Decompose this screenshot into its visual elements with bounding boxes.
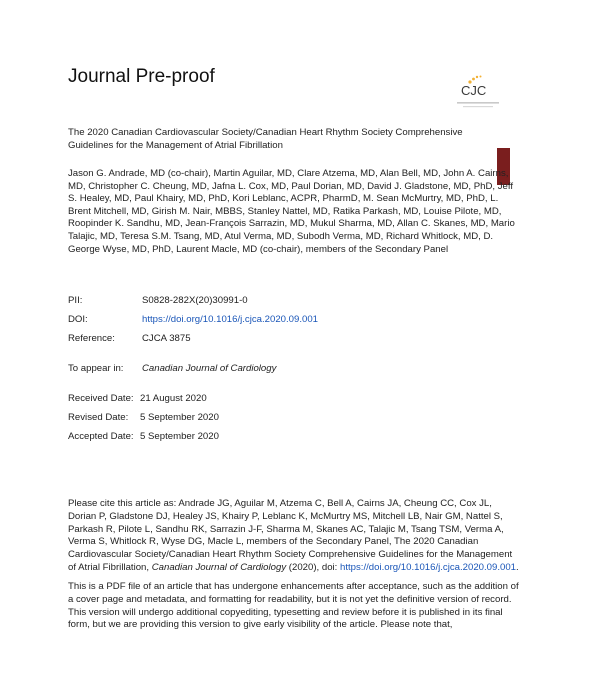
pii-value: S0828-282X(20)30991-0 [142, 295, 248, 306]
citation-year-doi: (2020), doi: [286, 561, 340, 573]
author-list: Jason G. Andrade, MD (co-chair), Martin Aguilar, MD, Clare Atzema, MD, Alan Bell, MD, John A. Cairns, MD, Christopher C. Cheung, MD, Jafna L. Cox, MD, Paul Dorian, MD, David J. Gladstone, MD, PhD, Jeff S. Healey, MD, Paul Khairy, MD, PhD, Kori Leblanc, ACPR, PharmD, M. Sean McMurtry, MD, PhD, L. Brent Mitchell, MD, Girish M. Nair, MBBS, Stanley Nattel, MD, Ratika Parkash, MD, Louise Pilote, MD, Roopinder K. Sandhu, MD, Jean-François Sarrazin, MD, Mukul Sharma, MD, Allan C. Skanes, MD, Mario Talajic, MD, Teresa S.M. Tsang, MD, Atul Verma, MD, Subodh Verma, MD, Richard Whitlock, MD, D. George Wyse, MD, PhD, Laurent Macle, MD (co-chair), members of the Secondary Panel [68, 168, 515, 255]
doi-label: DOI: [68, 314, 88, 325]
pii-label: PII: [68, 295, 83, 306]
journal-preproof-heading: Journal Pre-proof [68, 66, 215, 87]
citation-doi-link[interactable]: https://doi.org/10.1016/j.cjca.2020.09.001 [340, 561, 517, 573]
cjc-logo: CJC [461, 83, 487, 98]
revised-date-label: Revised Date: [68, 412, 129, 423]
preproof-notice: This is a PDF file of an article that has undergone enhancements after acceptance, such as the addition of a cover page and metadata, and formatting for readability, but it is not yet the definitive version of record. This version will undergo additional copyediting, typesetting and review before it is published in its final form, but we are providing this version to give early visibility of the article. Please note that, [68, 581, 519, 631]
reference-label: Reference: [68, 333, 115, 344]
citation-suffix: . [516, 561, 519, 573]
accepted-date-label: Accepted Date: [68, 431, 134, 442]
article-title: The 2020 Canadian Cardiovascular Society/Canadian Heart Rhythm Society Comprehensive Guidelines for the Management of Atrial Fibrillation [68, 127, 463, 151]
revised-date-value: 5 September 2020 [140, 412, 219, 423]
doi-link[interactable]: https://doi.org/10.1016/j.cjca.2020.09.001 [142, 314, 319, 325]
citation-text: Please cite this article as: Andrade JG, Aguilar M, Atzema C, Bell A, Cairns JA, Cheung CC, Cox JL, Dorian P, Gladstone DJ, Healey JS, Khairy P, Leblanc K, McMurtry MS, Mitchell LB, Nair GM, Nattel S, Parkash R, Pilote L, Sandhu RK, Sarrazin J-F, Sharma M, Skanes AC, Talajic M, Tsang TSM, Verma A, Verma S, Whitlock R, Wyse DG, Macle L, members of the Secondary Panel, The 2020 Canadian Cardiovascular Society/Canadian Heart Rhythm Society Comprehensive Guidelines for the Management of Atrial Fibrillation, [68, 498, 513, 573]
citation-journal: Canadian Journal of Cardiology [151, 561, 287, 573]
received-date-label: Received Date: [68, 393, 134, 404]
reference-value: CJCA 3875 [142, 333, 191, 344]
citation-paragraph [68, 498, 520, 575]
accepted-date-value: 5 September 2020 [140, 431, 219, 442]
journal-name: Canadian Journal of Cardiology [142, 363, 277, 374]
received-date-value: 21 August 2020 [140, 393, 207, 404]
appear-in-label: To appear in: [68, 363, 124, 374]
